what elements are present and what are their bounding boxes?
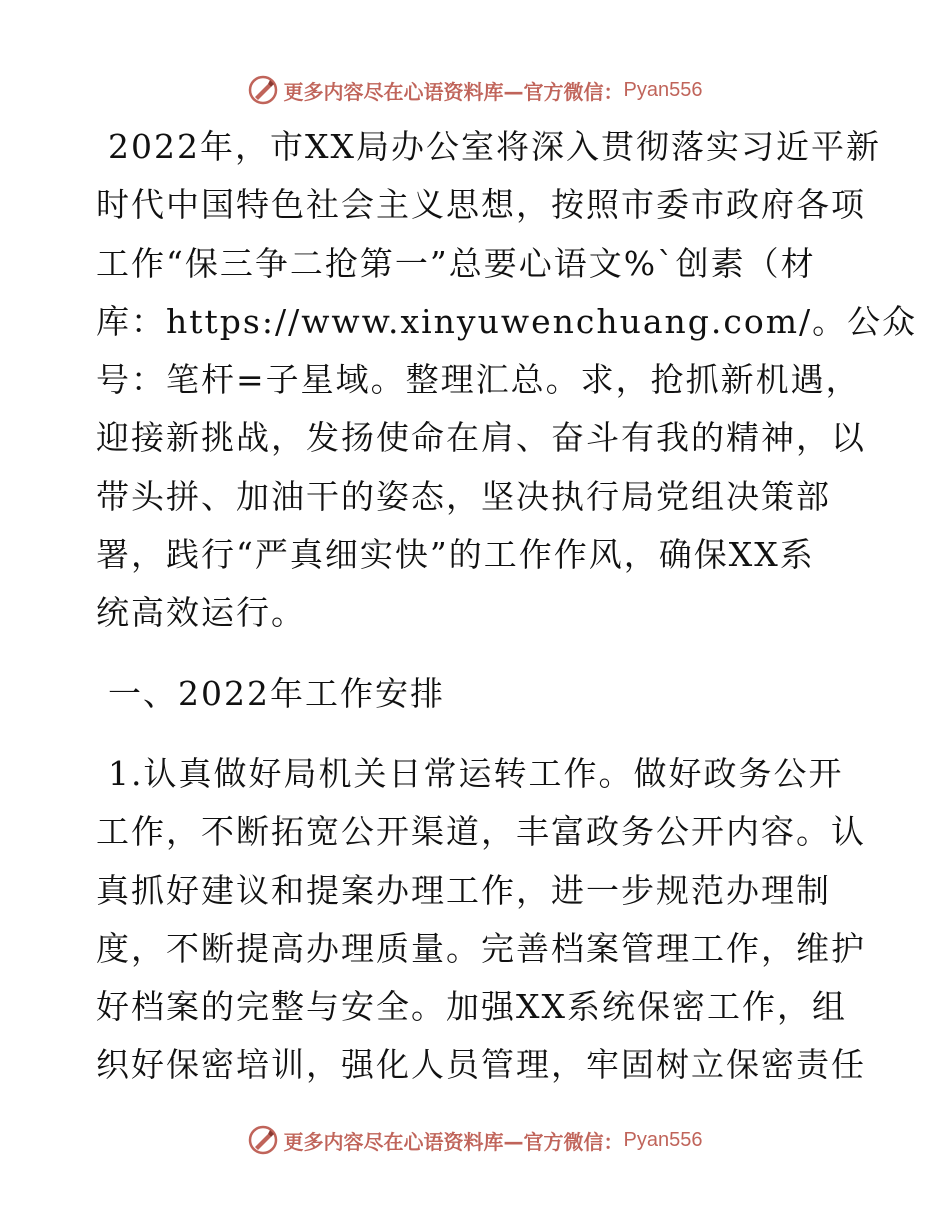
watermark-text: 更多内容尽在心语资料库—官方微信： — [283, 79, 624, 104]
text-line: 1.认真做好局机关日常运转工作。做好政务公开 — [108, 753, 844, 793]
text-line: 织好保密培训，强化人员管理，牢固树立保密责任 — [96, 1045, 866, 1085]
text-line: 工作，不断拓宽公开渠道，丰富政务公开内容。认 — [96, 812, 866, 852]
watermark-text: 更多内容尽在心语资料库—官方微信： — [283, 1129, 624, 1154]
text-line: 好档案的完整与安全。加强XX系统保密工作，组 — [96, 987, 847, 1027]
pen-logo-icon — [248, 75, 278, 105]
text-line: 工作“保三争二抢第一”总要心语文%`创素（材 — [96, 243, 816, 283]
text-line: 库：https://www.xinyuwenchuang.com/。公众 — [96, 301, 918, 341]
pen-logo-icon — [248, 1125, 278, 1155]
text-line: 署，践行“严真细实快”的工作作风，确保XX系 — [96, 535, 815, 575]
text-line: 迎接新挑战，发扬使命在肩、奋斗有我的精神，以 — [96, 418, 866, 458]
intro-paragraph — [96, 118, 918, 643]
section-heading: 一、2022年工作安排 — [108, 673, 445, 713]
text-line: 统高效运行。 — [96, 593, 306, 633]
watermark-banner-bottom — [0, 1120, 950, 1160]
text-line: 度，不断提高办理质量。完善档案管理工作，维护 — [96, 928, 866, 968]
document-body — [96, 118, 918, 1095]
item-1-paragraph — [96, 745, 866, 1095]
text-line: 真抓好建议和提案办理工作，进一步规范办理制 — [96, 870, 831, 910]
text-line: 时代中国特色社会主义思想，按照市委市政府各项 — [96, 185, 866, 225]
text-line: 带头拼、加油干的姿态，坚决执行局党组决策部 — [96, 476, 831, 516]
watermark-banner-top — [0, 70, 950, 110]
text-line: 2022年，市XX局办公室将深入贯彻落实习近平新 — [108, 127, 881, 166]
watermark-handle: Pyan556 — [623, 78, 703, 101]
watermark-handle: Pyan556 — [623, 1128, 703, 1151]
text-line: 号：笔杆=子星域。整理汇总。求，抢抓新机遇， — [96, 360, 861, 400]
